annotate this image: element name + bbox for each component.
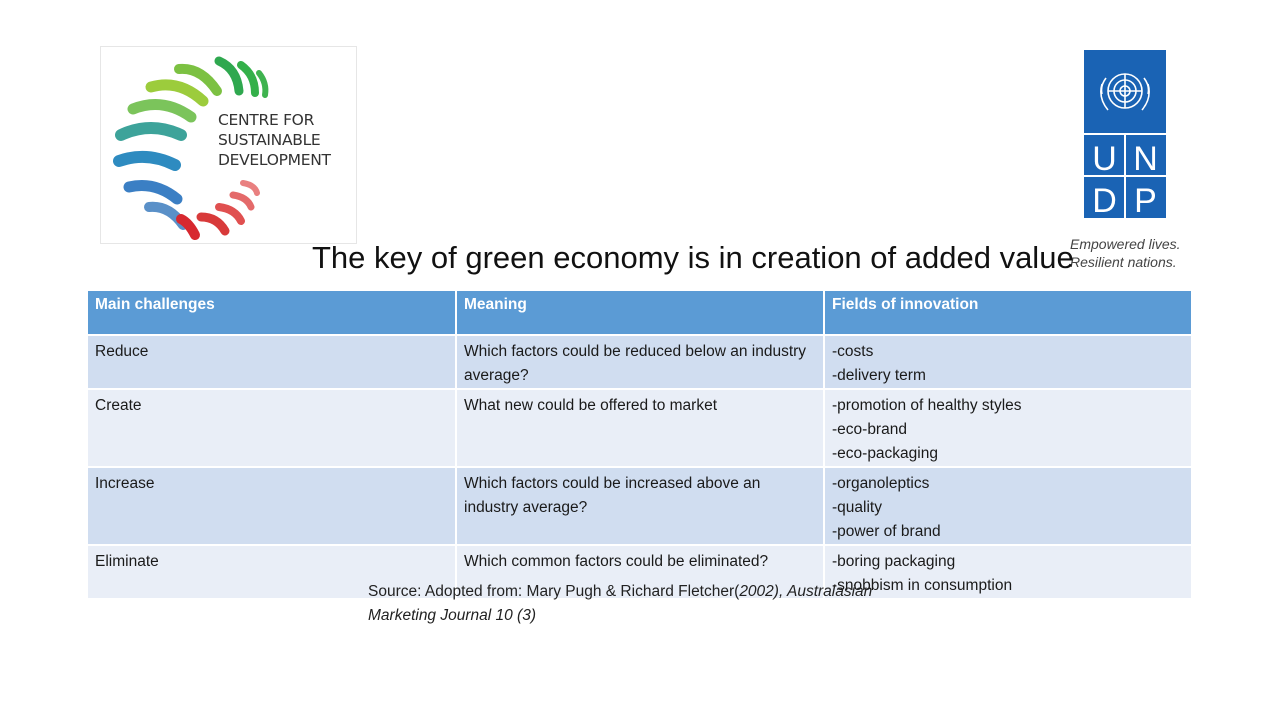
header-meaning: Meaning	[456, 291, 824, 335]
undp-tagline-line: Empowered lives.	[1070, 236, 1181, 252]
csd-logo-line: CENTRE FOR	[218, 111, 315, 129]
meaning-cell: Which factors could be increased above an industry average?	[456, 467, 824, 545]
undp-tagline-line: Resilient nations.	[1070, 254, 1177, 270]
csd-logo-line: SUSTAINABLE	[218, 131, 321, 149]
undp-logo	[1084, 50, 1166, 218]
undp-letter: P	[1134, 182, 1157, 218]
source-year: 2002), Australasian	[739, 583, 873, 600]
header-fields-of-innovation: Fields of innovation	[824, 291, 1192, 335]
field-item: -delivery term	[832, 367, 926, 384]
source-citation	[368, 580, 968, 628]
field-item: -quality	[832, 499, 882, 516]
field-item: -eco-brand	[832, 421, 907, 438]
csd-logo-line: DEVELOPMENT	[218, 151, 331, 169]
undp-tagline	[1070, 235, 1210, 271]
field-item: -organoleptics	[832, 475, 930, 492]
csd-logo	[100, 46, 357, 244]
fields-cell	[824, 467, 1192, 545]
field-item: -snobbism in consumption	[832, 577, 1013, 594]
undp-letter: D	[1092, 182, 1117, 218]
field-item: -power of brand	[832, 523, 941, 540]
innovation-table	[88, 291, 1193, 600]
field-item: -costs	[832, 343, 874, 360]
meaning-cell: Which factors could be reduced below an industry average?	[456, 335, 824, 389]
fields-cell	[824, 389, 1192, 467]
table-row	[88, 389, 1192, 467]
undp-letter: N	[1133, 140, 1158, 178]
challenge-cell: Reduce	[88, 335, 456, 389]
challenge-cell: Increase	[88, 467, 456, 545]
slide-title: The key of green economy is in creation of added value	[312, 240, 1074, 275]
source-journal: Marketing Journal 10 (3)	[368, 607, 536, 624]
table-header-row	[88, 291, 1192, 335]
table-row	[88, 467, 1192, 545]
meaning-cell: What new could be offered to market	[456, 389, 824, 467]
challenge-cell: Eliminate	[88, 545, 456, 599]
source-prefix: Source: Adopted from: Mary Pugh & Richard Fletcher(	[368, 583, 740, 600]
meaning-cell: Which common factors could be eliminated?	[456, 545, 824, 599]
challenge-cell: Create	[88, 389, 456, 467]
field-item: -eco-packaging	[832, 445, 938, 462]
header-main-challenges: Main challenges	[88, 291, 456, 335]
csd-logo-text	[218, 110, 331, 170]
undp-letter: U	[1092, 140, 1117, 178]
field-item: -promotion of healthy styles	[832, 397, 1022, 414]
fields-cell	[824, 335, 1192, 389]
table-row	[88, 335, 1192, 389]
field-item: -boring packaging	[832, 553, 956, 570]
